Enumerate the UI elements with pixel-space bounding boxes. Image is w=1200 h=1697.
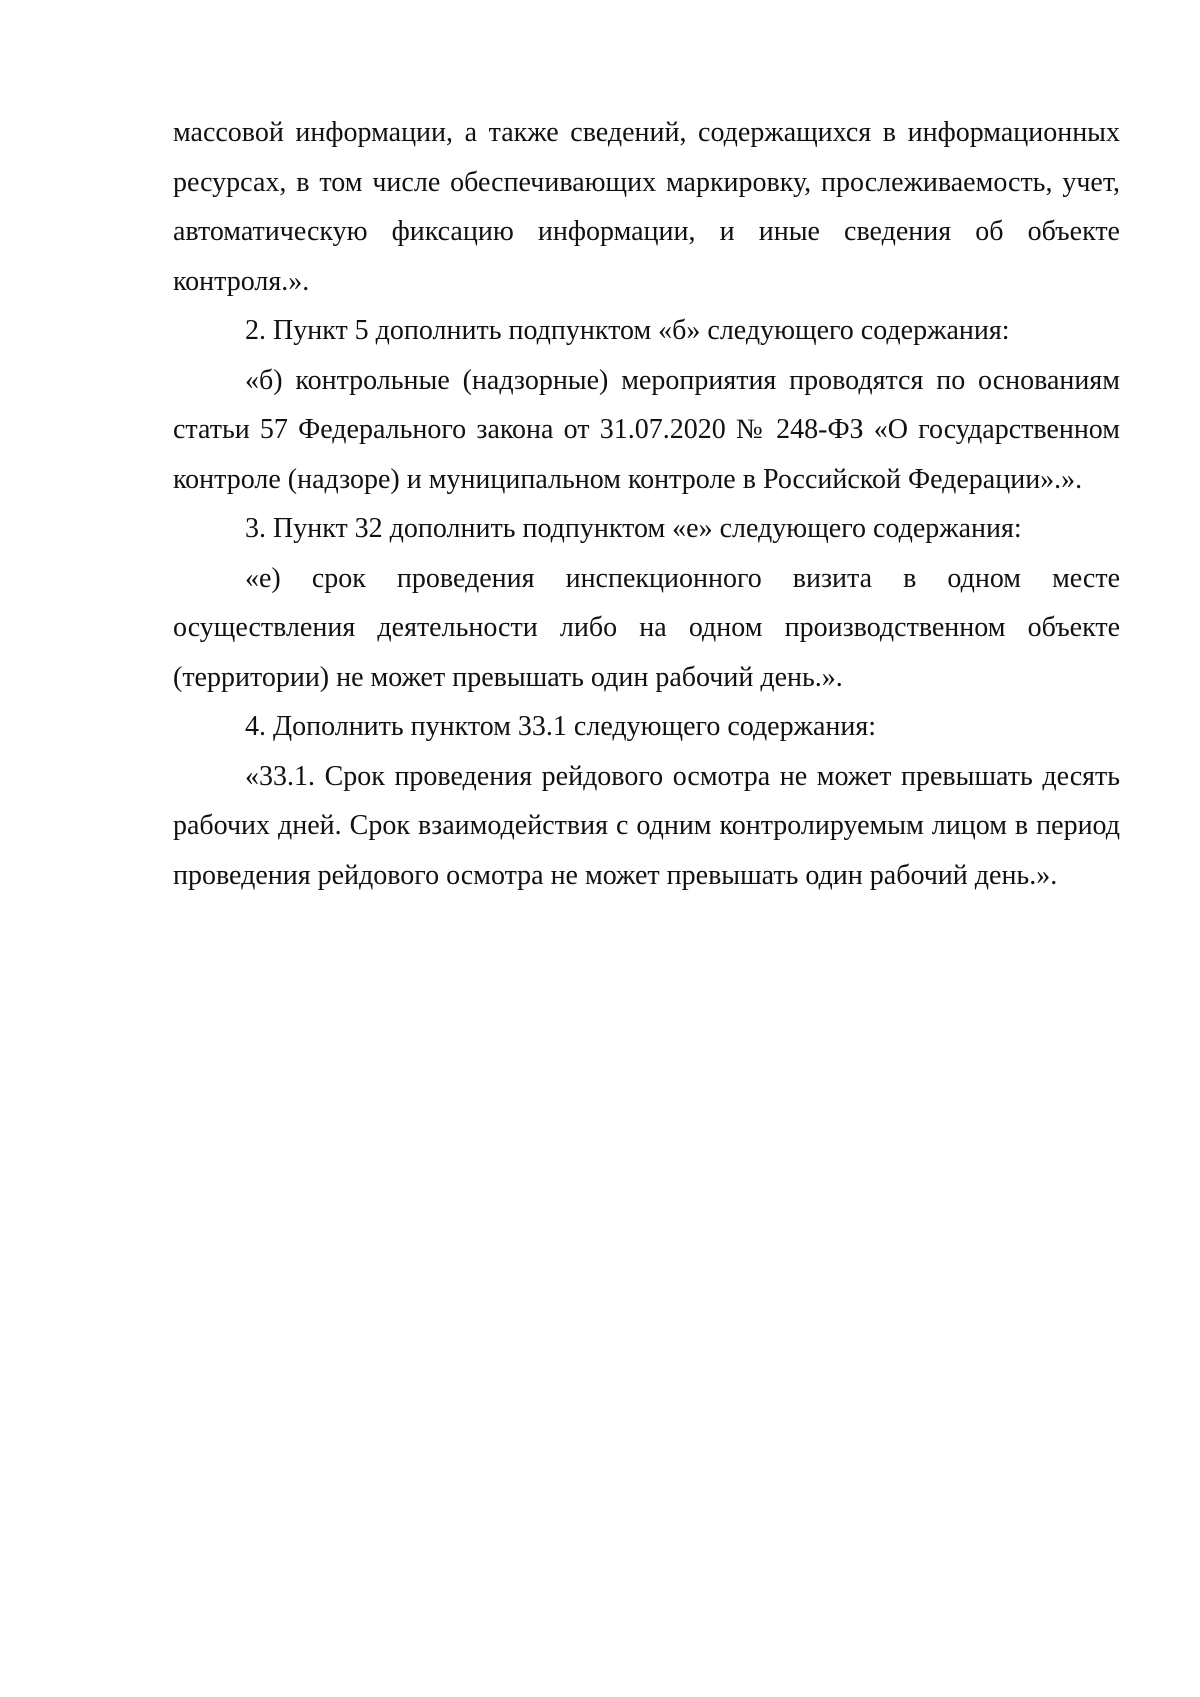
paragraph-item-2: 2. Пункт 5 дополнить подпунктом «б» следующего содержания:: [245, 315, 1010, 346]
paragraph-subitem-b: «б) контрольные (надзорные) мероприятия проводятся по основаниям статьи 57 Федерального закона от 31.07.2020 № 248-ФЗ «О государственном контроле (надзоре) и муниципальном контроле в Российской Федерации».».: [173, 364, 1120, 495]
paragraph-item-3: 3. Пункт 32 дополнить подпунктом «е» следующего содержания:: [245, 513, 1022, 544]
document-body: [173, 108, 1120, 900]
paragraph-continuation: массовой информации, а также сведений, содержащихся в информационных ресурсах, в том числе обеспечивающих маркировку, прослеживаемость, учет, автоматическую фиксацию информации, и иные сведения об объекте контроля.».: [173, 117, 1120, 297]
paragraph-item-4: 4. Дополнить пунктом 33.1 следующего содержания:: [245, 711, 877, 742]
paragraph-item-33-1: «33.1. Срок проведения рейдового осмотра не может превышать десять рабочих дней. Срок взаимодействия с одним контролируемым лицом в период проведения рейдового осмотра не может превышать один рабочий день.».: [173, 760, 1120, 891]
paragraph-subitem-e: «е) срок проведения инспекционного визита в одном месте осуществления деятельности либо на одном производственном объекте (территории) не может превышать один рабочий день.».: [173, 562, 1120, 693]
